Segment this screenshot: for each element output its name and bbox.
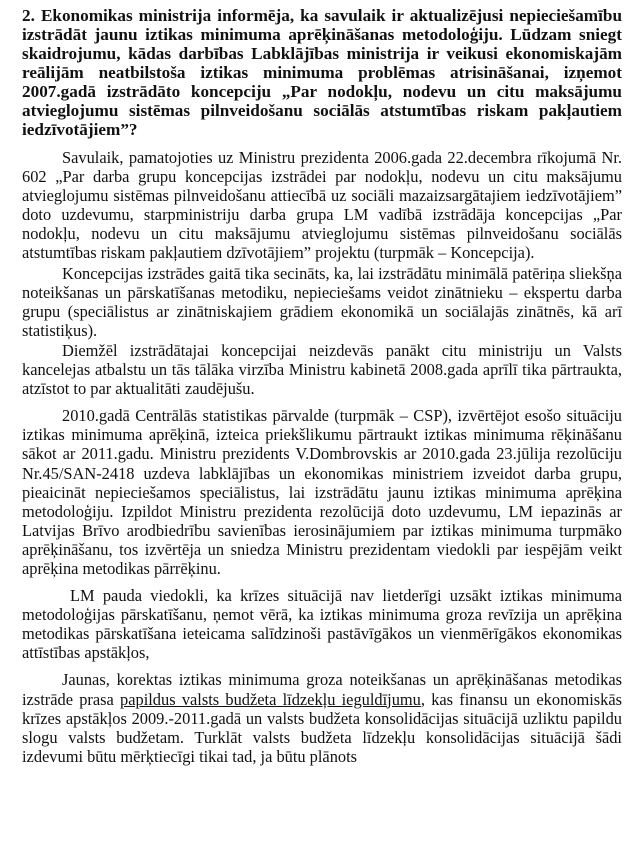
paragraph-4: 2010.gadā Centrālās statistikas pārvalde (turpmāk – CSP), izvērtējot esošo situāciju iztikas minimuma aprēķinā, izteica priekšlikumu pārtraukt iztikas minimuma rēķināšanu sākot ar 2011.gadu. Ministru prezidents V.Dombrovskis ar 2010.gada 23.jūlija rezolūciju Nr.45/SAN-2418 uzdeva labklājības un ekonomikas ministriem izveidot darba grupu, pieaicināt nepieciešamos speciālistus, lai izstrādātu jaunu iztikas minimuma aprēķina metodoloģiju. Izpildot Ministru prezidenta rezolūcijā doto uzdevumu, LM iepazinās ar Latvijas Brīvo arodbiedrību savienības ierosinājumiem par iztikas minimuma turpmāko aprēķināšanu, tos izvērtēja un sniedza Ministru prezidentam viedokli par iespējām veikt aprēķina metodikas pārrēķinu. bbox=[22, 406, 622, 578]
document-page bbox=[22, 6, 622, 767]
question-heading bbox=[22, 6, 622, 139]
paragraph-3: Diemžēl izstrādātajai koncepcijai neizdevās panākt citu ministriju un Valsts kancelejas atbalstu un tās tālāka virzība Ministru kabinetā 2008.gada aprīlī tika pārtraukta, atzīstot to par aktualitāti zaudējušu. bbox=[22, 340, 622, 399]
underlined-phrase: papildus valsts budžeta līdzekļu ieguldījumu bbox=[120, 689, 421, 709]
paragraph-6 bbox=[22, 670, 622, 765]
paragraph-6-start: Jaunas, korektas iztikas minimuma groza noteikšanas un aprēķināšanas metodikas izstrāde prasa bbox=[22, 670, 622, 709]
question-number: 2. bbox=[22, 6, 35, 25]
paragraph-1: Savulaik, pamatojoties uz Ministru prezidenta 2006.gada 22.decembra rīkojumā Nr. 602 „Par darba grupu koncepcijas izstrādei par nodokļu, nodevu un citu maksājumu atvieglojumu sistēmas pilnveidošanu attiecībā uz sociāli mazaizsargātajiem iedzīvotājiem” doto uzdevumu, starpministriju darba grupa LM vadībā izstrādāja koncepcijas „Par nodokļu, nodevu un citu maksājumu atvieglojumu sistēmas pilnveidošanu sociālās atstumtības riskam pakļautiem dzīvotājiem” projektu (turpmāk – Koncepcija). bbox=[22, 148, 622, 263]
paragraph-2: Koncepcijas izstrādes gaitā tika secināts, ka, lai izstrādātu minimālā patēriņa sliekšņa noteikšanas un pārskatīšanas metodiku, nepieciešams veidot zinātnieku – ekspertu darba grupu (speciālistus ar zinātniskajiem grādiem ekonomikā un sociālajās zinātnēs, kā arī statistiķus). bbox=[22, 263, 622, 340]
paragraph-6-end: , kas finansu un ekonomiskās krīzes apstākļos 2009.-2011.gadā un valsts budžeta konsolidācijas situācijā uzliktu papildu slogu valsts budžetam. Turklāt valsts budžeta līdzekļu konsolidācijas situācijā šādi izdevumi būtu mērķtiecīgi tikai tad, ja būtu plānots bbox=[22, 689, 622, 766]
paragraph-5: LM pauda viedokli, ka krīzes situācijā nav lietderīgi uzsākt iztikas minimuma metodoloģijas pārskatīšanu, ņemot vērā, ka iztikas minimuma groza revīzija un aprēķina metodikas pārskatīšana ieteicama salīdzinoši pastāvīgākos un vienmērīgākos ekonomikas attīstības apstākļos, bbox=[22, 586, 622, 663]
question-text: Ekonomikas ministrija informēja, ka savulaik ir aktualizējusi nepieciešamību izstrādāt jaunu iztikas minimuma aprēķināšanas metodoloģiju. Lūdzam sniegt skaidrojumu, kādas darbības Labklājības ministrija ir veikusi ekonomiskajām reālijām neatbilstoša iztikas minimuma problēmas atrisināšanai, izņemot 2007.gadā izstrādāto koncepciju „Par nodokļu, nodevu un citu maksājumu atvieglojumu sistēmas pilnveidošanu sociālās atstumtības riskam pakļautiem iedzīvotājiem”? bbox=[22, 6, 622, 139]
